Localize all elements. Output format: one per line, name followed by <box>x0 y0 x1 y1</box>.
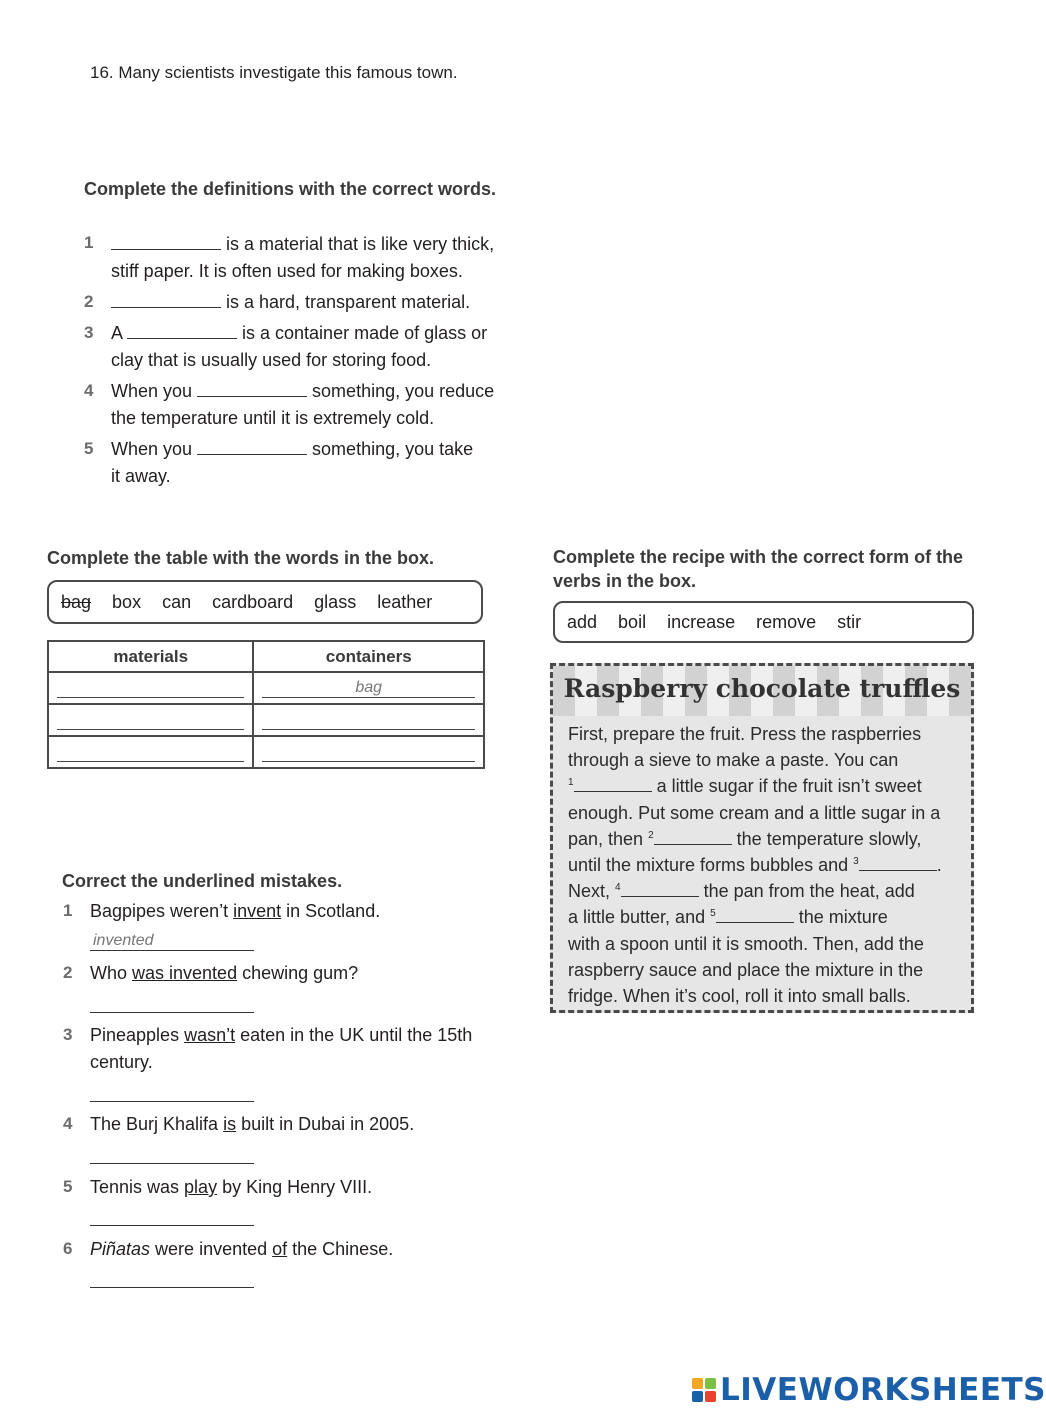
mistake-sentence: Who was invented chewing gum? <box>90 963 359 983</box>
item-number: 2 <box>84 292 94 311</box>
item-number: 3 <box>84 323 94 342</box>
answer-blank[interactable] <box>197 440 307 455</box>
item-number: 5 <box>84 439 94 458</box>
definition-after: is a container made of glass or <box>237 323 488 343</box>
recipe-title: Raspberry chocolate truffles <box>563 674 961 703</box>
question-16: 16. Many scientists investigate this famous town. <box>90 63 458 82</box>
mistake-sentence: Piñatas were invented of the Chinese. <box>90 1239 394 1259</box>
definition-after: is a material that is like very thick, <box>221 234 495 254</box>
answer-line[interactable] <box>90 993 254 1013</box>
recipe-blank-2[interactable] <box>654 830 732 845</box>
materials-table <box>47 640 485 769</box>
word-boil: boil <box>618 611 647 632</box>
table-task-heading: Complete the table with the words in the box. <box>47 548 435 568</box>
recipe-blank-4[interactable] <box>621 882 699 897</box>
item-number: 4 <box>63 1114 73 1133</box>
recipe-word-box <box>553 601 974 643</box>
definition-text <box>111 231 494 285</box>
recipe-line: a little sugar if the fruit isn’t sweet <box>656 776 922 797</box>
recipe-line: with a spoon until it is smooth. Then, add the <box>568 933 924 954</box>
item-number: 4 <box>84 381 94 400</box>
word-cardboard: cardboard <box>212 591 294 612</box>
example-answer: bag <box>262 679 475 698</box>
definition-after: something, you take <box>307 439 474 459</box>
gap-number: 1 <box>568 777 574 789</box>
definition-line2: it away. <box>111 466 171 486</box>
answer-blank[interactable] <box>111 235 221 250</box>
table-cell[interactable] <box>253 672 484 704</box>
definitions-heading: Complete the definitions with the correct words. <box>84 179 497 199</box>
word-box-item: box <box>112 591 142 612</box>
gap-number: 4 <box>615 882 621 894</box>
underlined-mistake: is <box>223 1114 237 1134</box>
answer-line[interactable] <box>262 743 475 762</box>
underlined-mistake: invent <box>233 901 282 921</box>
definition-text <box>111 320 487 374</box>
recipe-line: the pan from the heat, add <box>703 881 915 902</box>
mistake-sentence: The Burj Khalifa is built in Dubai in 2005. <box>90 1114 415 1134</box>
word-box <box>47 580 483 624</box>
word-increase: increase <box>667 611 736 632</box>
mistake-sentence: Tennis was play by King Henry VIII. <box>90 1177 373 1197</box>
answer-line[interactable] <box>262 711 475 730</box>
underlined-mistake: wasn’t <box>184 1025 236 1045</box>
logo-icon <box>692 1378 716 1402</box>
item-number: 1 <box>63 901 73 920</box>
answer-line[interactable] <box>90 1268 254 1288</box>
definition-after: is a hard, transparent material. <box>221 292 471 312</box>
recipe-blank-5[interactable] <box>716 908 794 923</box>
answer-blank[interactable] <box>127 324 237 339</box>
mistake-sentence: Bagpipes weren’t invent in Scotland. <box>90 901 381 921</box>
mistake-sentence: Pineapples wasn’t eaten in the UK until the 15th century. <box>90 1025 473 1072</box>
answer-line[interactable] <box>57 679 244 698</box>
answer-line[interactable] <box>57 743 244 762</box>
mistakes-heading: Correct the underlined mistakes. <box>62 871 343 891</box>
item-number: 6 <box>63 1239 73 1258</box>
recipe-line: enough. Put some cream and a little sugar in a <box>568 802 941 823</box>
recipe-line: fridge. When it’s cool, roll it into small balls. <box>568 986 911 1007</box>
recipe-panel <box>550 663 974 1013</box>
column-header-materials: materials <box>48 641 253 672</box>
underlined-mistake: was invented <box>132 963 238 983</box>
item-number: 5 <box>63 1177 73 1196</box>
table-cell[interactable] <box>48 704 253 736</box>
underlined-mistake: of <box>272 1239 288 1259</box>
definition-text <box>111 436 473 490</box>
gap-number: 3 <box>853 856 859 868</box>
logo-text: LIVEWORKSHEETS <box>720 1372 1046 1408</box>
recipe-body: First, prepare the fruit. Press the raspberries through a sieve to make a paste. You can $^1$ a little sugar if the fruit isn’t sweet enough. Put some cream and a little sugar in a pan, then $^2$ the temperature slowly, until the mixture forms bubbles and $^3$ . Next, $^4$ the pan from the heat, add a little butter, and $^5$ the mixture with a spoon until it is smooth. Then, add the raspberry sauce and place the mixture in the fridge. When it’s cool, roll it into small balls. <box>568 724 942 1007</box>
definition-before: When you <box>111 381 198 401</box>
recipe-blank-3[interactable] <box>859 856 937 871</box>
word-can: can <box>162 591 192 612</box>
item-number: 1 <box>84 233 94 252</box>
definition-after: something, you reduce <box>307 381 495 401</box>
definition-line2: stiff paper. It is often used for making boxes. <box>111 261 463 281</box>
recipe-line: until the mixture forms bubbles and <box>568 855 849 876</box>
answer-line[interactable] <box>57 711 244 730</box>
table-cell[interactable] <box>253 736 484 768</box>
table-cell[interactable] <box>48 672 253 704</box>
answer-line[interactable] <box>90 1144 254 1164</box>
recipe-line: a little butter, and <box>568 907 706 928</box>
definition-before: A <box>111 323 128 343</box>
underlined-mistake: play <box>184 1177 218 1197</box>
recipe-line: pan, then <box>568 828 644 849</box>
liveworksheets-logo <box>692 1372 1046 1408</box>
recipe-blank-1[interactable] <box>574 777 652 792</box>
definition-before: When you <box>111 439 198 459</box>
word-glass: glass <box>314 591 357 612</box>
definition-text <box>111 378 494 432</box>
item-number: 2 <box>63 963 73 982</box>
column-header-containers: containers <box>253 641 484 672</box>
answer-blank[interactable] <box>111 293 221 308</box>
gap-number: 5 <box>710 908 716 920</box>
recipe-line: through a sieve to make a paste. You can <box>568 750 899 771</box>
recipe-line: First, prepare the fruit. Press the raspberries <box>568 724 922 744</box>
word-stir: stir <box>837 611 862 632</box>
item-number: 3 <box>63 1025 73 1044</box>
word-leather: leather <box>377 591 433 612</box>
definition-line2: the temperature until it is extremely cold. <box>111 408 435 428</box>
answer-blank[interactable] <box>197 382 307 397</box>
recipe-line: the mixture <box>798 907 888 928</box>
recipe-task-heading: Complete the recipe with the correct form of the verbs in the box. <box>553 547 964 591</box>
word-add: add <box>567 611 598 632</box>
definition-text <box>111 289 470 316</box>
answer-line[interactable]: invented <box>90 931 254 951</box>
answer-line[interactable] <box>90 1082 254 1102</box>
word-remove: remove <box>756 611 817 632</box>
gap-number: 2 <box>648 829 654 841</box>
recipe-line: Next, <box>568 881 611 902</box>
answer-line[interactable] <box>90 1206 254 1226</box>
definition-line2: clay that is usually used for storing food. <box>111 350 432 370</box>
word-bag: bag <box>61 591 92 612</box>
recipe-line: raspberry sauce and place the mixture in the <box>568 959 924 980</box>
table-cell[interactable] <box>48 736 253 768</box>
recipe-line: the temperature slowly, <box>736 828 922 849</box>
table-cell[interactable] <box>253 704 484 736</box>
